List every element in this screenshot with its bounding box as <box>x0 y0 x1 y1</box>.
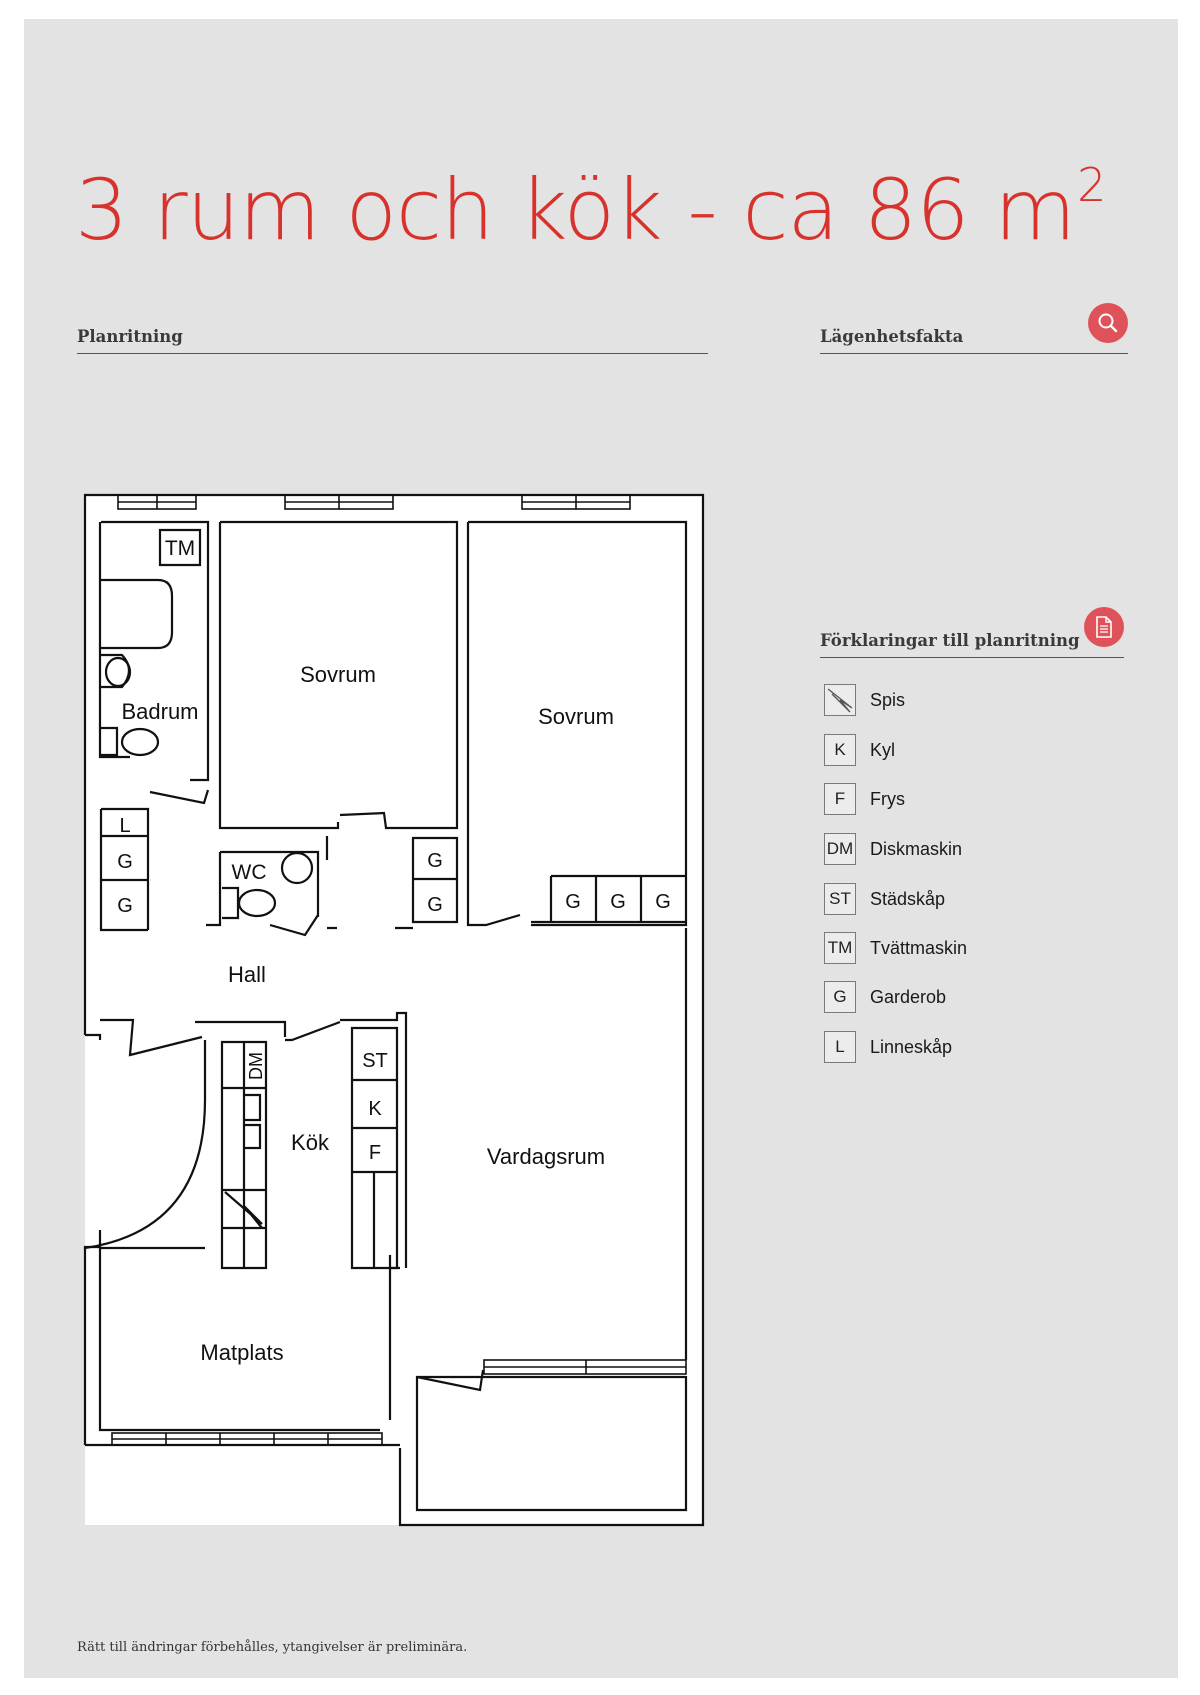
fixture-k: K <box>368 1098 382 1120</box>
fixture-f: F <box>368 1142 382 1164</box>
legend-item-tvattmaskin: TM Tvättmaskin <box>824 931 967 965</box>
fixture-dm: DM <box>246 1052 266 1080</box>
legend-item-spis: Spis <box>824 683 905 717</box>
fixture-tm: TM <box>164 537 196 560</box>
fixture-g-4: G <box>427 894 443 916</box>
room-label-bedroom-2: Sovrum <box>538 704 614 729</box>
fixture-g-2: G <box>117 895 133 917</box>
fixture-st: ST <box>362 1050 388 1072</box>
floorplan-heading: Planritning <box>77 327 708 354</box>
room-label-living-room: Vardagsrum <box>486 1144 606 1169</box>
legend-item-diskmaskin: DM Diskmaskin <box>824 832 962 866</box>
fixture-l: L <box>119 815 131 837</box>
room-label-bathroom: Badrum <box>121 699 199 724</box>
fixture-g-1: G <box>117 851 133 873</box>
legend-heading: Förklaringar till planritning <box>820 631 1124 658</box>
room-label-hall: Hall <box>228 962 266 987</box>
room-label-wc: WC <box>231 861 267 884</box>
fixture-g-7: G <box>655 891 671 913</box>
room-label-kitchen: Kök <box>291 1130 329 1155</box>
legend-item-kyl: K Kyl <box>824 733 895 767</box>
facts-heading: Lägenhetsfakta <box>820 327 1128 354</box>
fixture-g-5: G <box>565 891 581 913</box>
room-label-bedroom-1: Sovrum <box>300 662 376 687</box>
room-label-dining: Matplats <box>200 1340 284 1365</box>
legend-item-frys: F Frys <box>824 782 905 816</box>
footnote: Rätt till ändringar förbehålles, ytangivelser är preliminära. <box>77 1640 468 1655</box>
stove-icon <box>824 684 856 716</box>
page-title: 3 rum och kök - ca 86 $m^2$ <box>75 158 1106 259</box>
legend-item-garderob: G Garderob <box>824 980 946 1014</box>
legend-item-stadskap: ST Städskåp <box>824 882 945 916</box>
fixture-g-3: G <box>427 850 443 872</box>
legend-item-linneskap: L Linneskåp <box>824 1030 952 1064</box>
fixture-g-6: G <box>610 891 626 913</box>
